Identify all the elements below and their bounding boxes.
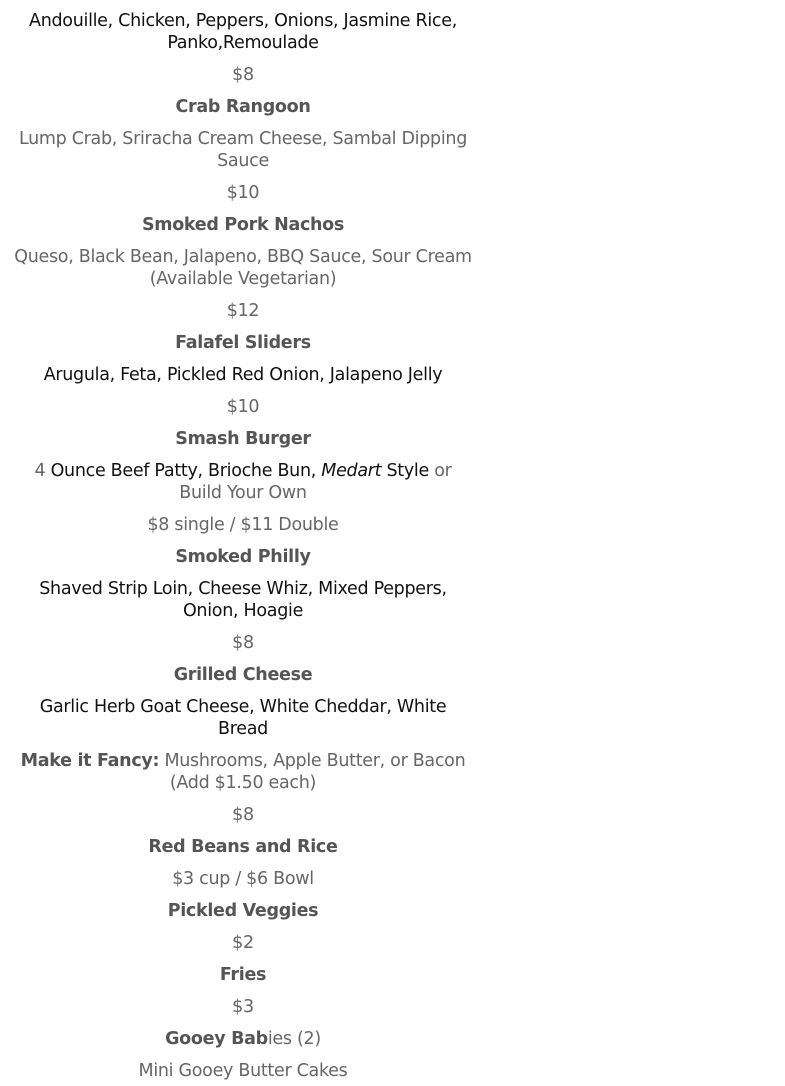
- description-prefix: 4: [34, 461, 51, 481]
- item-description: Mini Gooey Butter Cakes: [138, 1061, 348, 1081]
- addon-text: Mushrooms, Apple Butter, or Bacon (Add $1.50 each): [159, 751, 466, 793]
- item-price: $8: [232, 805, 254, 825]
- description-suffix: or Build Your Own: [179, 461, 452, 503]
- item-price: $10: [226, 183, 260, 203]
- item-price: $8: [232, 65, 254, 85]
- description-italic: Medart: [321, 461, 382, 481]
- item-title: Smash Burger: [175, 429, 311, 449]
- item-title: [14, 1028, 472, 1050]
- addon-label: Make it Fancy:: [20, 751, 160, 771]
- item-description: Shaved Strip Loin, Cheese Whiz, Mixed Peppers, Onion, Hoagie: [39, 579, 447, 621]
- item-description: [14, 460, 472, 504]
- item-price: $12: [226, 301, 260, 321]
- item-price: $2: [232, 933, 254, 953]
- item-price: $10: [226, 397, 260, 417]
- item-addon: [14, 750, 472, 794]
- description-main: Ounce Beef Patty, Brioche Bun,: [50, 461, 322, 481]
- item-title: Falafel Sliders: [175, 333, 311, 353]
- item-title: Smoked Pork Nachos: [141, 215, 345, 235]
- item-title: Fries: [219, 965, 267, 985]
- item-description: Andouille, Chicken, Peppers, Onions, Jasmine Rice, Panko,Remoulade: [29, 11, 457, 53]
- item-title: Grilled Cheese: [173, 665, 313, 685]
- item-title: Crab Rangoon: [175, 97, 311, 117]
- item-price: $8 single / $11 Double: [147, 515, 339, 535]
- item-description: Garlic Herb Goat Cheese, White Cheddar, White Bread: [39, 697, 447, 739]
- item-title: Pickled Veggies: [167, 901, 319, 921]
- title-rest: ies (2): [267, 1029, 321, 1049]
- item-description: Lump Crab, Sriracha Cream Cheese, Sambal Dipping Sauce: [18, 129, 468, 171]
- menu-list: [14, 0, 472, 1086]
- item-title: Red Beans and Rice: [148, 837, 338, 857]
- item-price: $3 cup / $6 Bowl: [172, 869, 314, 889]
- item-description: Queso, Black Bean, Jalapeno, BBQ Sauce, Sour Cream (Available Vegetarian): [14, 247, 472, 289]
- description-style: Style: [381, 461, 429, 481]
- item-title: Smoked Philly: [175, 547, 311, 567]
- title-bold: Gooey Bab: [165, 1029, 268, 1049]
- item-description: Arugula, Feta, Pickled Red Onion, Jalapeno Jelly: [43, 365, 443, 385]
- item-price: $3: [232, 997, 254, 1017]
- item-price: $8: [232, 633, 254, 653]
